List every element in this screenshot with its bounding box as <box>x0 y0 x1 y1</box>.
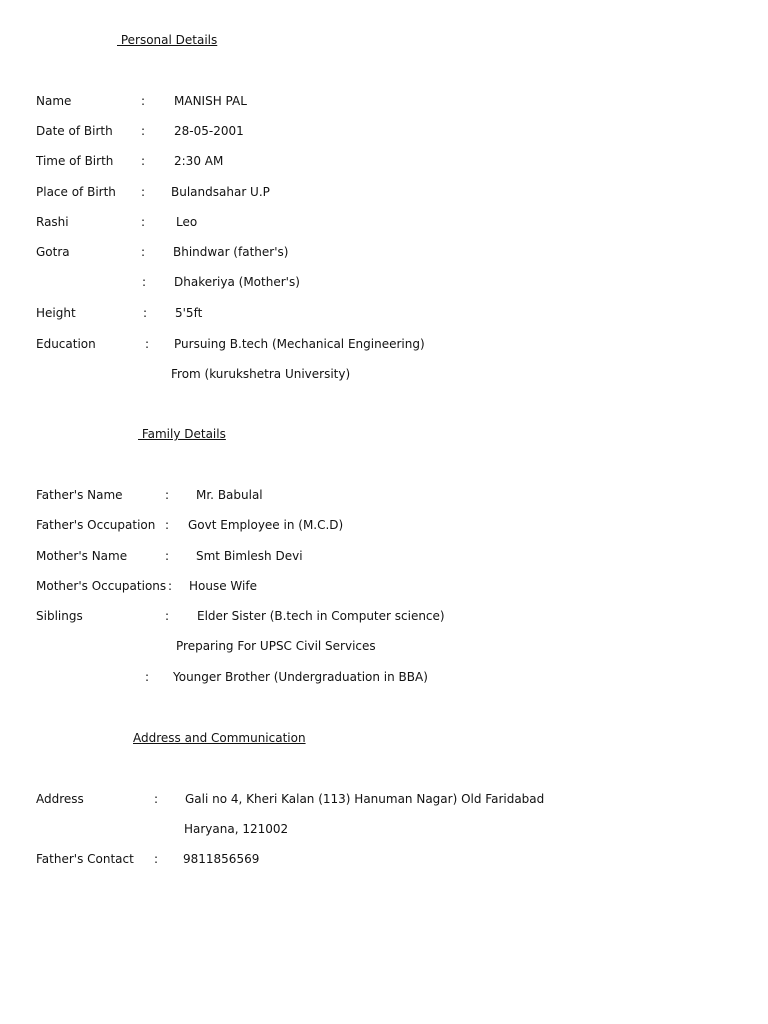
mother-occupation-value: House Wife <box>189 579 257 593</box>
tob-label: Time of Birth <box>36 154 114 168</box>
address-heading: Address and Communication <box>133 731 306 745</box>
colon: : <box>154 792 159 806</box>
colon: : <box>165 518 170 532</box>
colon: : <box>143 306 148 320</box>
sibling-2-value: Younger Brother (Undergraduation in BBA) <box>173 670 428 684</box>
colon: : <box>165 609 170 623</box>
colon: : <box>145 670 150 684</box>
pob-value: Bulandsahar U.P <box>171 185 270 199</box>
education-value: Pursuing B.tech (Mechanical Engineering) <box>174 337 425 351</box>
name-value: MANISH PAL <box>174 94 247 108</box>
gotra-label: Gotra <box>36 245 70 259</box>
mother-name-value: Smt Bimlesh Devi <box>196 549 303 563</box>
father-contact-value: 9811856569 <box>183 852 260 866</box>
mother-name-label: Mother's Name <box>36 549 128 563</box>
address-line-1: Gali no 4, Kheri Kalan (113) Hanuman Nagar) Old Faridabad <box>185 792 545 806</box>
father-occupation-value: Govt Employee in (M.C.D) <box>188 518 344 532</box>
education-value-2: From (kurukshetra University) <box>171 367 351 381</box>
address-label: Address <box>36 792 84 806</box>
personal-details-heading: Personal Details <box>117 33 218 47</box>
colon: : <box>141 215 146 229</box>
dob-label: Date of Birth <box>36 124 113 138</box>
name-label: Name <box>36 94 72 108</box>
father-occupation-label: Father's Occupation <box>36 518 156 532</box>
height-label: Height <box>36 306 76 320</box>
colon: : <box>145 337 150 351</box>
sibling-1-value: Elder Sister (B.tech in Computer science) <box>197 609 445 623</box>
gotra-father-value: Bhindwar (father's) <box>173 245 289 259</box>
education-label: Education <box>36 337 96 351</box>
height-value: 5'5ft <box>175 306 203 320</box>
colon: : <box>168 579 173 593</box>
rashi-value: Leo <box>176 215 198 229</box>
father-name-value: Mr. Babulal <box>196 488 263 502</box>
rashi-label: Rashi <box>36 215 69 229</box>
colon: : <box>154 852 159 866</box>
colon: : <box>141 245 146 259</box>
colon: : <box>141 154 146 168</box>
sibling-1-note: Preparing For UPSC Civil Services <box>176 639 376 653</box>
colon: : <box>165 488 170 502</box>
colon: : <box>141 124 146 138</box>
father-name-label: Father's Name <box>36 488 123 502</box>
family-details-heading: Family Details <box>138 427 226 441</box>
colon: : <box>142 275 147 289</box>
mother-occupation-label: Mother's Occupations <box>36 579 167 593</box>
colon: : <box>141 94 146 108</box>
gotra-mother-value: Dhakeriya (Mother's) <box>174 275 300 289</box>
address-line-2: Haryana, 121002 <box>184 822 289 836</box>
pob-label: Place of Birth <box>36 185 116 199</box>
siblings-label: Siblings <box>36 609 83 623</box>
father-contact-label: Father's Contact <box>36 852 134 866</box>
colon: : <box>165 549 170 563</box>
tob-value: 2:30 AM <box>174 154 224 168</box>
dob-value: 28-05-2001 <box>174 124 244 138</box>
colon: : <box>141 185 146 199</box>
